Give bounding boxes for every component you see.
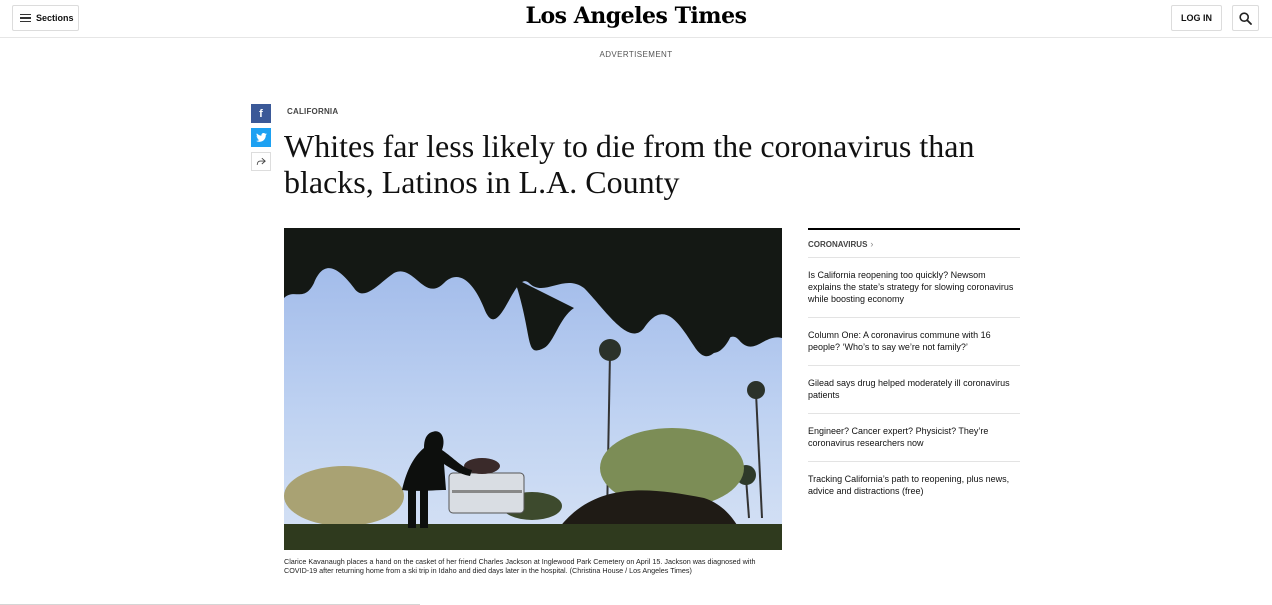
twitter-share-button[interactable] bbox=[251, 128, 271, 147]
sidebar-link[interactable]: Is California reopening too quickly? Newsom explains the state’s strategy for slowing coronavirus while boosting economy bbox=[808, 258, 1020, 318]
search-button[interactable] bbox=[1232, 5, 1259, 31]
more-share-button[interactable] bbox=[251, 152, 271, 171]
related-sidebar bbox=[808, 228, 1020, 509]
sidebar-link[interactable]: Engineer? Cancer expert? Physicist? They’re coronavirus researchers now bbox=[808, 414, 1020, 462]
section-kicker[interactable]: CALIFORNIA bbox=[287, 107, 339, 116]
site-logo[interactable]: Los Angeles Times bbox=[525, 3, 747, 29]
twitter-icon bbox=[256, 133, 267, 142]
sidebar-heading-label: CORONAVIRUS bbox=[808, 239, 868, 249]
advertisement-label: ADVERTISEMENT bbox=[599, 50, 673, 59]
sidebar-link[interactable]: Gilead says drug helped moderately ill coronavirus patients bbox=[808, 366, 1020, 414]
facebook-icon: f bbox=[259, 107, 263, 120]
site-header bbox=[0, 0, 1272, 38]
chevron-right-icon: › bbox=[870, 239, 874, 249]
search-icon bbox=[1239, 12, 1252, 25]
sections-label: Sections bbox=[36, 13, 74, 23]
article-photo bbox=[284, 228, 782, 550]
facebook-share-button[interactable] bbox=[251, 104, 271, 123]
article-headline: Whites far less likely to die from the coronavirus than blacks, Latinos in L.A. County bbox=[284, 128, 975, 200]
sidebar-link[interactable]: Tracking California’s path to reopening, plus news, advice and distractions (free) bbox=[808, 474, 1010, 496]
sidebar-heading[interactable] bbox=[808, 230, 1020, 258]
share-icon bbox=[256, 157, 266, 166]
sidebar-link[interactable]: Column One: A coronavirus commune with 16 people? ‘Who’s to say we’re not family?’ bbox=[808, 318, 1020, 366]
login-button[interactable]: LOG IN bbox=[1171, 5, 1222, 31]
photo-caption: Clarice Kavanaugh places a hand on the casket of her friend Charles Jackson at Inglewood Park Cemetery on April 15. Jackson was diagnosed with COVID-19 after returning home from a ski trip in Idaho and died days later in the hospital. (Christina House / Los Angeles Times) bbox=[284, 557, 756, 575]
